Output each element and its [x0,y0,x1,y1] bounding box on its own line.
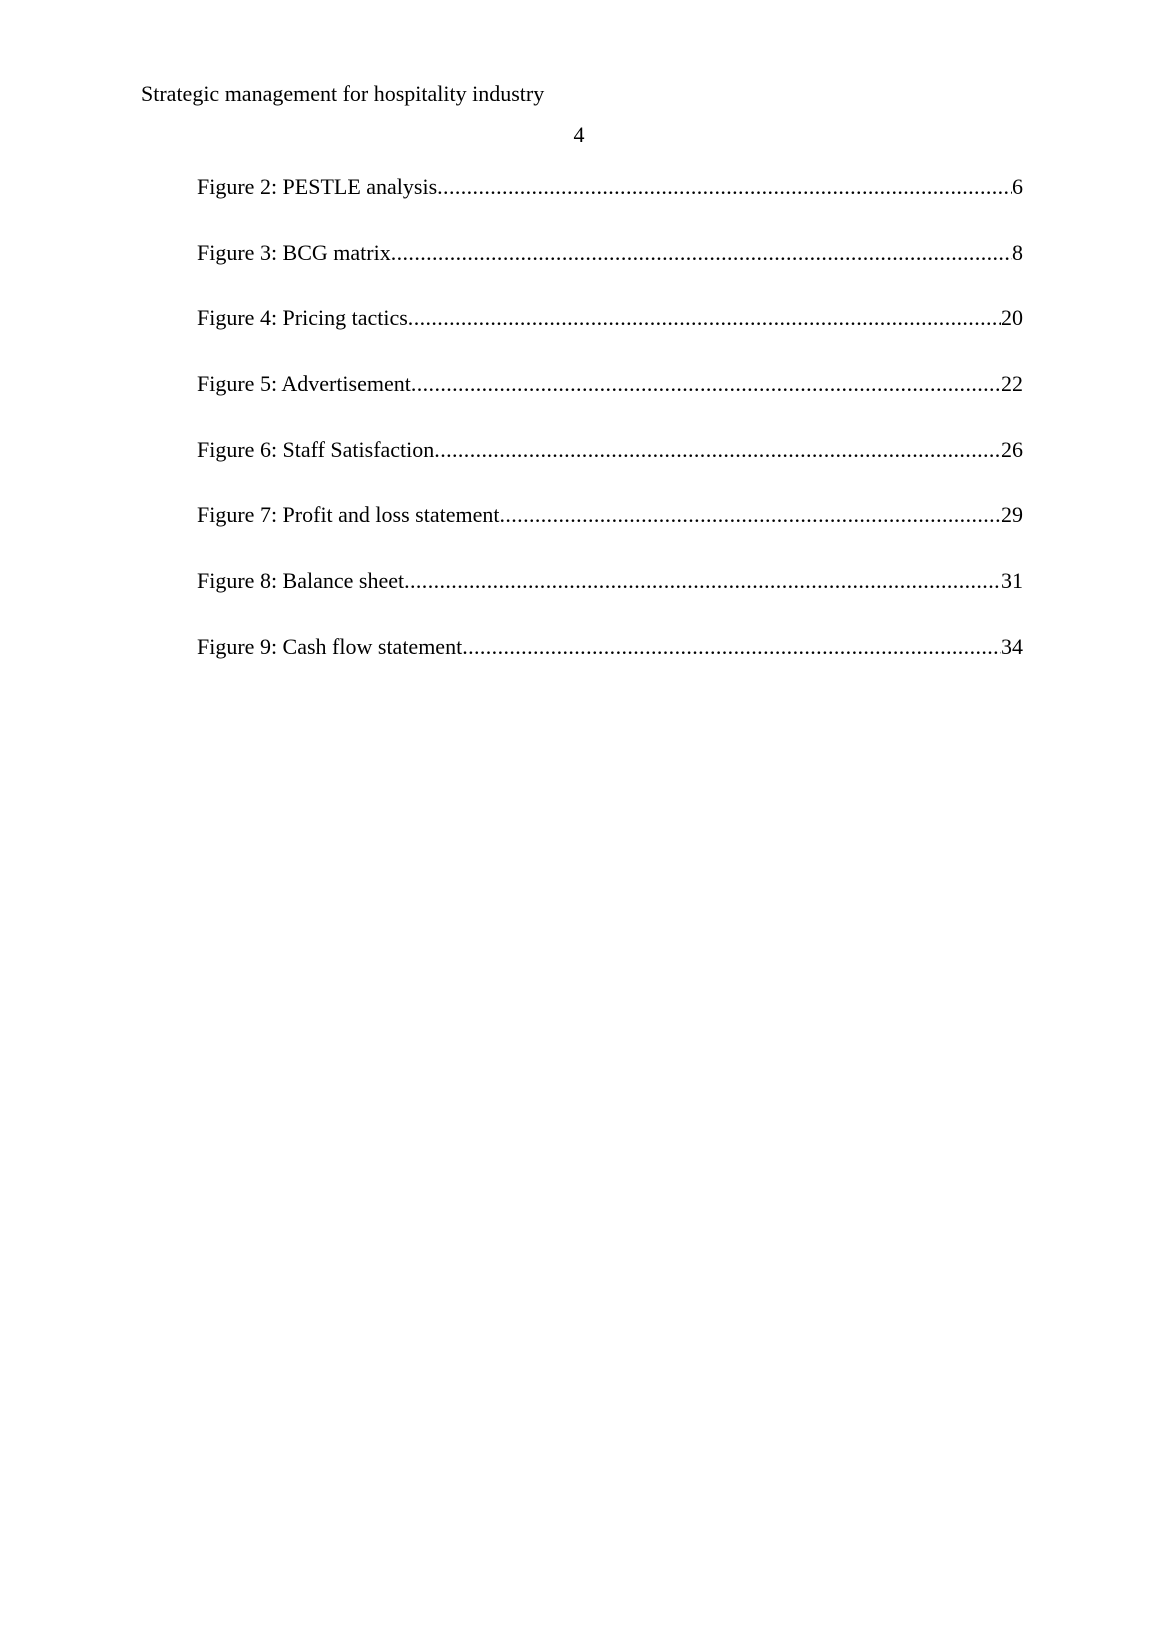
list-of-figures [197,173,1023,699]
toc-entry-figure-2[interactable] [197,173,1023,201]
toc-dot-leader [437,173,1012,201]
toc-entry-title: Figure 6: Staff Satisfaction [197,436,435,462]
toc-dot-leader [434,436,1001,464]
toc-entry-page: 29 [1001,502,1023,528]
toc-entry-title: Figure 2: PESTLE analysis [197,174,438,199]
toc-dot-leader [462,633,1001,661]
toc-dot-leader [408,304,1001,332]
toc-entry-title: Figure 3: BCG matrix [197,239,391,265]
page-number: 4 [573,122,585,147]
running-header: Strategic management for hospitality industry [141,81,545,106]
toc-entry-title: Figure 8: Balance sheet [197,568,405,594]
toc-entry-page: 26 [1001,436,1023,462]
toc-entry-figure-5[interactable] [197,370,1023,398]
toc-entry-page: 20 [1001,305,1023,331]
toc-dot-leader [404,567,1001,595]
toc-entry-figure-4[interactable] [197,304,1023,332]
toc-entry-figure-6[interactable] [197,436,1023,464]
toc-entry-title: Figure 4: Pricing tactics [197,305,408,331]
toc-entry-title: Figure 7: Profit and loss statement [197,502,500,528]
toc-entry-page: 22 [1001,371,1023,397]
toc-dot-leader [499,501,1001,529]
toc-entry-figure-3[interactable] [197,239,1023,267]
toc-dot-leader [391,239,1012,267]
toc-entry-page: 31 [1001,568,1023,594]
toc-entry-figure-9[interactable] [197,633,1023,661]
toc-entry-title: Figure 5: Advertisement [197,371,411,397]
toc-entry-figure-8[interactable] [197,567,1023,595]
toc-entry-page: 8 [1012,239,1023,265]
toc-entry-figure-7[interactable] [197,501,1023,529]
toc-entry-page: 6 [1012,174,1023,199]
toc-entry-page: 34 [1001,633,1023,659]
toc-entry-title: Figure 9: Cash flow statement [197,633,463,659]
toc-dot-leader [411,370,1001,398]
